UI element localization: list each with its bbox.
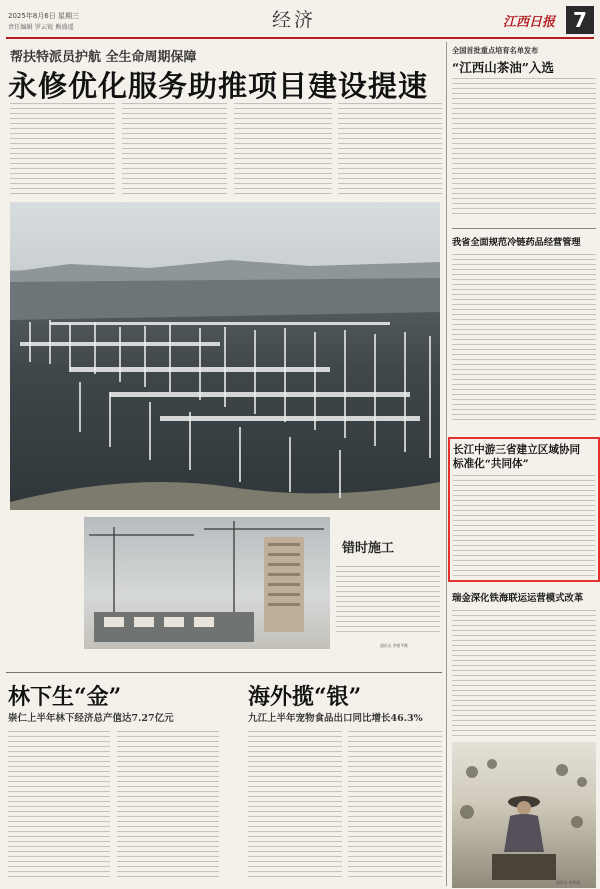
item4-body [452,610,596,738]
photo-feature-title: 错时施工 [342,541,395,556]
photo-feature-caption [336,566,440,636]
item1-kicker: 全国首批重点培育名单发布 [452,46,539,55]
farmer-illustration [452,742,596,888]
column-divider [446,42,447,886]
masthead [0,0,600,40]
forest-subhead: 崇仁上半年林下经济总产值达7.27亿元 [8,713,174,724]
lead-body-col-4 [338,103,442,195]
sea-subhead: 九江上半年宠物食品出口同比增长46.3% [248,713,423,724]
item2-body [452,254,596,420]
item3-headline-line1: 长江中游三省建立区域协同 [453,444,581,456]
lead-body-col-1 [10,103,115,195]
item1-body [452,78,596,216]
forest-body-col-1 [8,731,110,881]
item1-headline: “江西山茶油”入选 [452,60,554,75]
sea-body-col-1 [248,731,342,881]
rule-r1 [452,228,596,229]
item3-body [453,475,595,579]
forest-headline: 林下生“金” [8,684,122,710]
item2-headline: 我省全面规范冷链药品经营管理 [452,237,581,248]
forest-body-col-2 [117,731,219,881]
page-number: 7 [566,6,594,34]
editor-line: 责任编辑 罗云锐 熊盛遥 [8,24,74,31]
story-sea [226,676,444,886]
item4-headline: 瑞金深化铁海联运运营模式改革 [452,593,584,604]
lead-kicker: 帮扶特派员护航 全生命周期保障 [10,50,197,65]
construction-illustration [84,517,330,649]
photo-feature-credit: 通讯员 李建平摄 [380,643,408,648]
section-title: 经济 [272,9,317,31]
right-column [448,42,600,888]
masthead-rule [6,37,594,39]
construction-photo [84,517,330,649]
bottom-photo [452,742,596,888]
highlight-box [448,437,600,582]
sea-body-col-2 [348,731,442,881]
paper-name: 江西日报 [503,15,556,30]
bottom-photo-credit: 通讯员 黄坤摄 [556,880,580,885]
sea-headline: 海外揽“银” [248,684,362,710]
section-rule [6,672,442,673]
item3-headline-line2: 标准化“共同体” [453,458,529,470]
lead-body-col-2 [122,103,227,195]
story-forest [6,676,222,886]
photo-illustration [10,202,440,510]
lead-body-col-3 [234,103,332,195]
lead-headline: 永修优化服务助推项目建设提速 [8,69,429,103]
lead-story [6,42,442,202]
main-photo [10,202,440,510]
date-line: 2025年8月6日 星期三 [8,12,79,20]
